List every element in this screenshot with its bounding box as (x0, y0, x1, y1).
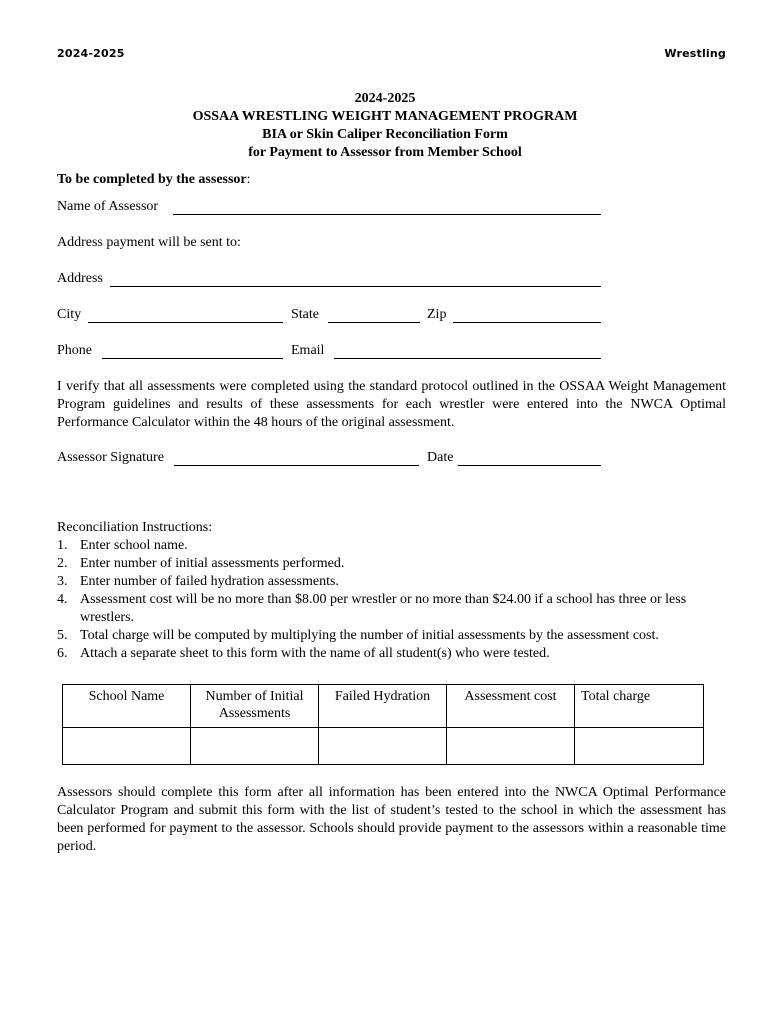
assessment-cost-cell[interactable] (447, 728, 575, 765)
phone-label: Phone (57, 343, 92, 358)
zip-label: Zip (427, 307, 447, 322)
instruction-text: Total charge will be computed by multiplying the number of initial assessments by the assessment cost. (80, 628, 659, 643)
instructions-heading: Reconciliation Instructions: (57, 520, 213, 535)
instructions-list (57, 537, 727, 663)
date-label: Date (427, 450, 454, 465)
instruction-text: Attach a separate sheet to this form with the name of all student(s) who were tested. (80, 646, 550, 661)
title-program: OSSAA WRESTLING WEIGHT MANAGEMENT PROGRAM (192, 109, 578, 124)
title-form: BIA or Skin Caliper Reconciliation Form (262, 127, 508, 142)
instruction-text: Enter school name. (80, 538, 188, 553)
total-charge-cell[interactable] (575, 728, 704, 765)
title-year: 2024-2025 (354, 91, 416, 106)
failed-hydration-cell[interactable] (319, 728, 447, 765)
instruction-number: 1. (57, 538, 68, 553)
initial-assessments-cell[interactable] (191, 728, 319, 765)
assessor-heading-text: To be completed by the assessor (57, 172, 247, 187)
instruction-number: 5. (57, 628, 68, 643)
address-intro: Address payment will be sent to: (57, 235, 241, 250)
instruction-item (57, 591, 727, 627)
city-field[interactable] (88, 322, 283, 323)
address-field[interactable] (110, 286, 601, 287)
column-header-failed-hydration: Failed Hydration (319, 685, 447, 728)
email-label: Email (291, 343, 325, 358)
table-header-row (63, 685, 704, 728)
instruction-text: Assessment cost will be no more than $8.00 per wrestler or no more than $24.00 if a school has three or less wrestlers. (80, 592, 687, 625)
instruction-number: 3. (57, 574, 68, 589)
column-header-assessment-cost: Assessment cost (447, 685, 575, 728)
instruction-item (57, 537, 727, 555)
column-header-total-charge: Total charge (575, 685, 704, 728)
phone-field[interactable] (102, 358, 283, 359)
title-purpose: for Payment to Assessor from Member School (248, 145, 522, 160)
instruction-item (57, 573, 727, 591)
school-name-cell[interactable] (63, 728, 191, 765)
state-field[interactable] (328, 322, 420, 323)
verification-statement: I verify that all assessments were completed using the standard protocol outlined in the OSSAA Weight Management Program guidelines and results of these assessments for each wrestler were entered into the NWCA Optimal Performance Calculator within the 48 hours of the original assessment. (57, 379, 726, 430)
table-row (63, 728, 704, 765)
reconciliation-table (62, 684, 704, 765)
instruction-number: 2. (57, 556, 68, 571)
name-of-assessor-label: Name of Assessor (57, 199, 159, 214)
instruction-item (57, 645, 727, 663)
instruction-text: Enter number of failed hydration assessments. (80, 574, 339, 589)
assessor-heading (57, 172, 251, 188)
instruction-item (57, 627, 727, 645)
instruction-text: Enter number of initial assessments performed. (80, 556, 345, 571)
address-label: Address (57, 271, 103, 286)
column-header-initial-assessments: Number of Initial Assessments (191, 685, 319, 728)
instruction-number: 4. (57, 592, 68, 607)
signature-field[interactable] (174, 465, 419, 466)
instruction-item (57, 555, 727, 573)
column-header-school-name: School Name (63, 685, 191, 728)
header-sport: Wrestling (664, 47, 726, 60)
email-field[interactable] (334, 358, 601, 359)
zip-field[interactable] (453, 322, 601, 323)
city-label: City (57, 307, 82, 322)
instruction-number: 6. (57, 646, 68, 661)
date-field[interactable] (458, 465, 601, 466)
header-year: 2024-2025 (57, 47, 125, 60)
state-label: State (291, 307, 319, 322)
name-of-assessor-field[interactable] (173, 214, 601, 215)
footer-instructions: Assessors should complete this form after all information has been entered into the NWCA Optimal Performance Calculator Program and submit this form with the list of student’s tested to the school in which the assessment has been performed for payment to the assessor. Schools should provide payment to the assessors within a reasonable time period. (57, 785, 726, 854)
signature-label: Assessor Signature (57, 450, 164, 465)
assessor-heading-colon: : (246, 172, 251, 187)
